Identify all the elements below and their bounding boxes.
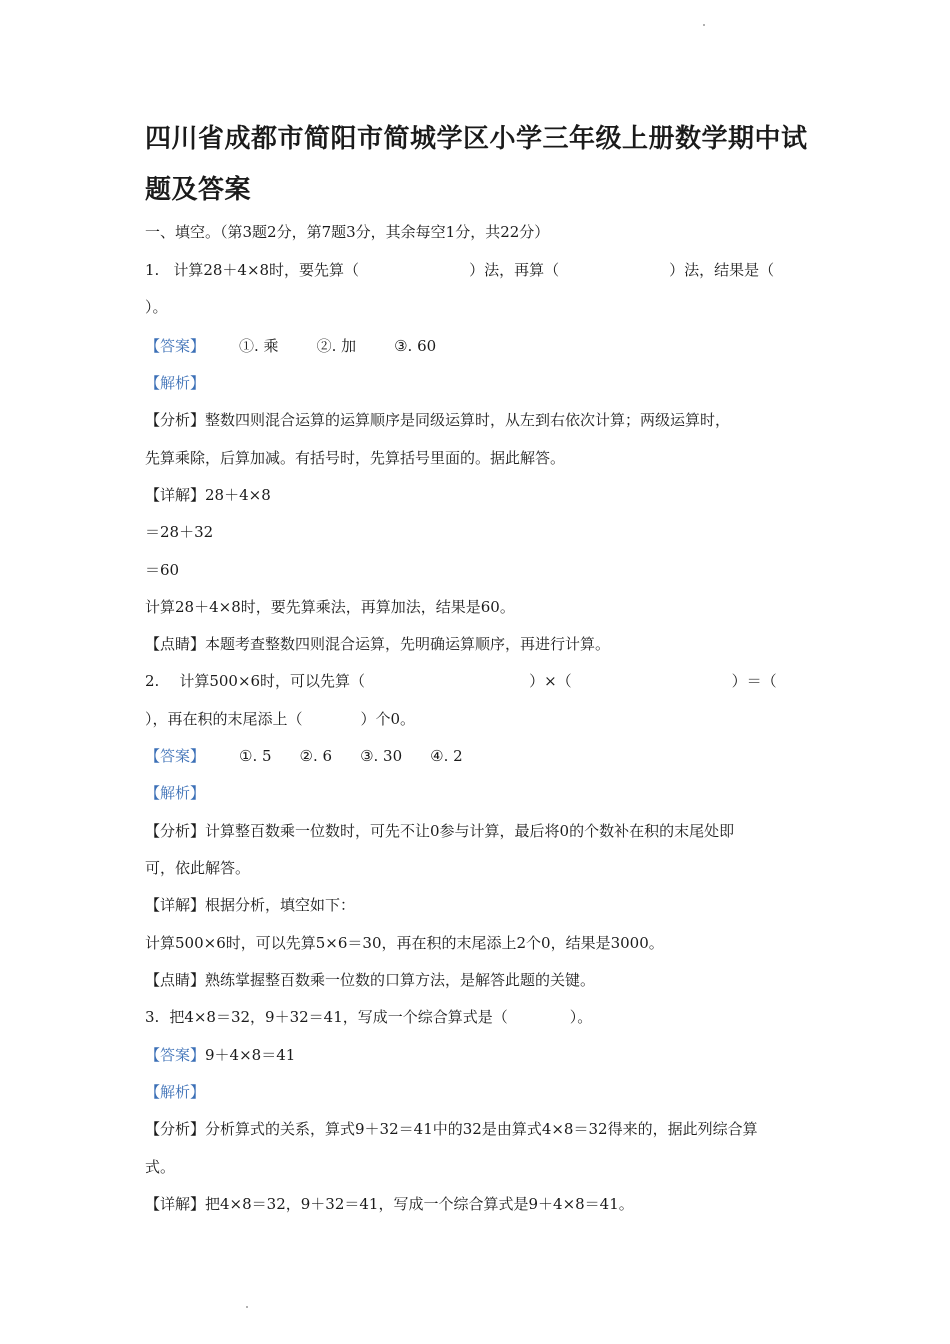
question-1: 1. 计算28＋4×8时，要先算（ ）法，再算（ ）法，结果是（ (145, 261, 775, 279)
fenxi-paragraph-cont: 式。 (145, 1158, 176, 1176)
section-heading: 一、填空。（第3题2分，第7题3分，其余每空1分，共22分） (145, 223, 550, 241)
question-number: 2. (145, 672, 160, 690)
xiangjie-paragraph: 【详解】把4×8＝32，9＋32＝41，写成一个综合算式是9＋4×8＝41。 (145, 1195, 634, 1213)
answer-item: 9＋4×8＝41 (205, 1046, 296, 1064)
analysis-tag: 【解析】 (145, 1083, 206, 1101)
answer-tag: 【答案】 (145, 1046, 206, 1064)
question-3: 3. 把4×8＝32，9＋32＝41，写成一个综合算式是（ ）。 (145, 1008, 593, 1026)
question-number: 1. (145, 261, 160, 279)
question-2: 2. 计算500×6时，可以先算（ ）×（ ）＝（ (145, 672, 777, 690)
answer-tag: 【答案】 (145, 337, 206, 355)
scan-speck (246, 1306, 248, 1308)
analysis-tag: 【解析】 (145, 374, 206, 392)
answer-tag: 【答案】 (145, 747, 206, 765)
fenxi-tag: 【分析】 (145, 822, 206, 840)
answer-row (145, 1045, 295, 1065)
document-title-line1: 四川省成都市简阳市简城学区小学三年级上册数学期中试 (145, 124, 808, 154)
xiangjie-paragraph: 【详解】根据分析，填空如下： (145, 896, 356, 914)
answer-row (145, 336, 436, 356)
conclusion: 计算28＋4×8时，要先算乘法，再算加法，结果是60。 (145, 598, 515, 616)
xiangjie-paragraph: 【详解】28＋4×8 (145, 486, 271, 504)
answer-row (145, 746, 463, 766)
answer-item: ③. 60 (394, 337, 437, 355)
conclusion: 计算500×6时，可以先算5×6＝30，再在积的末尾添上2个0，结果是3000。 (145, 934, 664, 952)
answer-item: ②. 加 (316, 337, 357, 355)
analysis-tag: 【解析】 (145, 784, 206, 802)
question-2-cont: ），再在积的末尾添上（ ）个0。 (145, 710, 416, 728)
fenxi-paragraph-cont: 先算乘除，后算加减。有括号时，先算括号里面的。据此解答。 (145, 449, 566, 467)
answer-item: ③. 30 (360, 747, 403, 765)
answer-item: ④. 2 (430, 747, 463, 765)
question-number: 3. (145, 1008, 160, 1026)
dianjing-tag: 【点睛】 (145, 971, 206, 989)
answer-item: ②. 6 (299, 747, 333, 765)
xiangjie-tag: 【详解】 (145, 486, 206, 504)
dianjing-tag: 【点睛】 (145, 635, 206, 653)
fenxi-paragraph: 【分析】分析算式的关系，算式9＋32＝41中的32是由算式4×8＝32得来的，据此列综合算 (145, 1120, 758, 1138)
calc-step: ＝28＋32 (145, 523, 214, 541)
xiangjie-tag: 【详解】 (145, 1195, 206, 1213)
xiangjie-tag: 【详解】 (145, 896, 206, 914)
answer-item: ①. 5 (239, 747, 272, 765)
fenxi-paragraph-cont: 可，依此解答。 (145, 859, 251, 877)
scan-speck (703, 24, 705, 26)
answer-item: ①. 乘 (239, 337, 279, 355)
fenxi-tag: 【分析】 (145, 411, 206, 429)
calc-step: ＝60 (145, 561, 180, 579)
fenxi-paragraph: 【分析】整数四则混合运算的运算顺序是同级运算时，从左到右依次计算；两级运算时， (145, 411, 731, 429)
dianjing-paragraph: 【点睛】本题考查整数四则混合运算，先明确运算顺序，再进行计算。 (145, 635, 611, 653)
document-title-line2: 题及答案 (145, 175, 252, 205)
dianjing-paragraph: 【点睛】熟练掌握整百数乘一位数的口算方法，是解答此题的关键。 (145, 971, 596, 989)
fenxi-tag: 【分析】 (145, 1120, 206, 1138)
fenxi-paragraph: 【分析】计算整百数乘一位数时，可先不让0参与计算，最后将0的个数补在积的末尾处即 (145, 822, 735, 840)
question-1-cont: ）。 (145, 298, 168, 316)
